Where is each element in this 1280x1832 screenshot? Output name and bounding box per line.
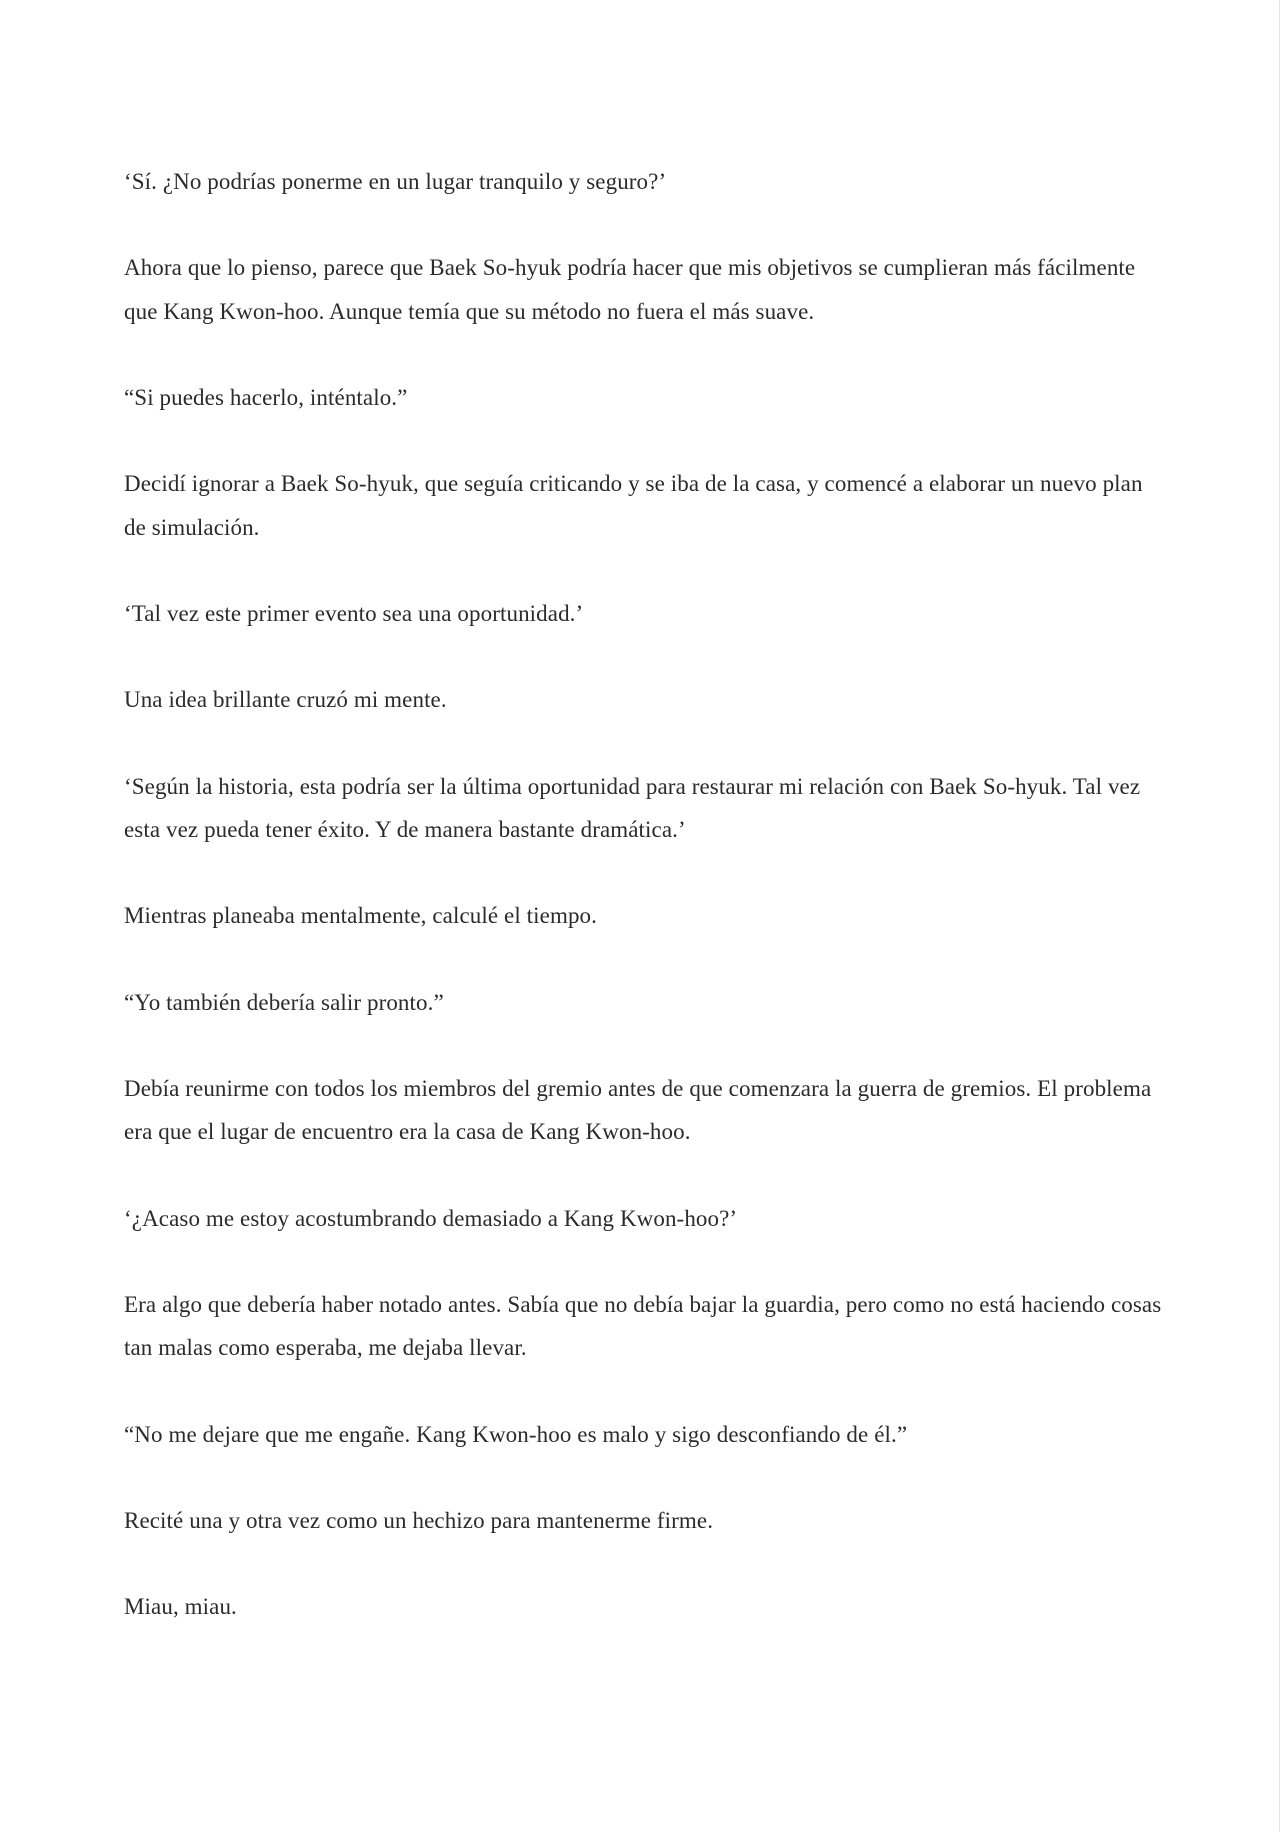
paragraph: Ahora que lo pienso, parece que Baek So-hyuk podría hacer que mis objetivos se cumplieran más fácilmente que Kang Kwon-hoo. Aunque temía que su método no fuera el más suave.	[124, 255, 1136, 324]
paragraph: “No me dejare que me engañe. Kang Kwon-hoo es malo y sigo desconfiando de él.”	[124, 1421, 908, 1447]
paragraph: Mientras planeaba mentalmente, calculé el tiempo.	[124, 903, 598, 929]
paragraph: Recité una y otra vez como un hechizo para mantenerme firme.	[124, 1508, 714, 1534]
paragraph: ‘Tal vez este primer evento sea una oportunidad.’	[124, 600, 584, 626]
paragraph: Miau, miau.	[124, 1594, 237, 1620]
paragraph: Una idea brillante cruzó mi mente.	[124, 687, 447, 713]
paragraph: ‘¿Acaso me estoy acostumbrando demasiado a Kang Kwon-hoo?’	[124, 1205, 738, 1231]
paragraph: ‘Sí. ¿No podrías ponerme en un lugar tranquilo y seguro?’	[124, 169, 667, 194]
paragraph: “Si puedes hacerlo, inténtalo.”	[124, 384, 408, 410]
paragraph: Debía reunirme con todos los miembros del gremio antes de que comenzara la guerra de gremios. El problema era que el lugar de encuentro era la casa de Kang Kwon-hoo.	[124, 1076, 1152, 1145]
paragraph: “Yo también debería salir pronto.”	[124, 989, 444, 1015]
document-body	[124, 160, 1164, 1672]
paragraph: Decidí ignorar a Baek So-hyuk, que seguía criticando y se iba de la casa, y comencé a elaborar un nuevo plan de simulación.	[124, 471, 1143, 540]
paragraph: ‘Según la historia, esta podría ser la última oportunidad para restaurar mi relación con Baek So-hyuk. Tal vez esta vez pueda tener éxito. Y de manera bastante dramática.’	[124, 773, 1141, 842]
paragraph: Era algo que debería haber notado antes. Sabía que no debía bajar la guardia, pero como no está haciendo cosas tan malas como esperaba, me dejaba llevar.	[124, 1292, 1162, 1361]
